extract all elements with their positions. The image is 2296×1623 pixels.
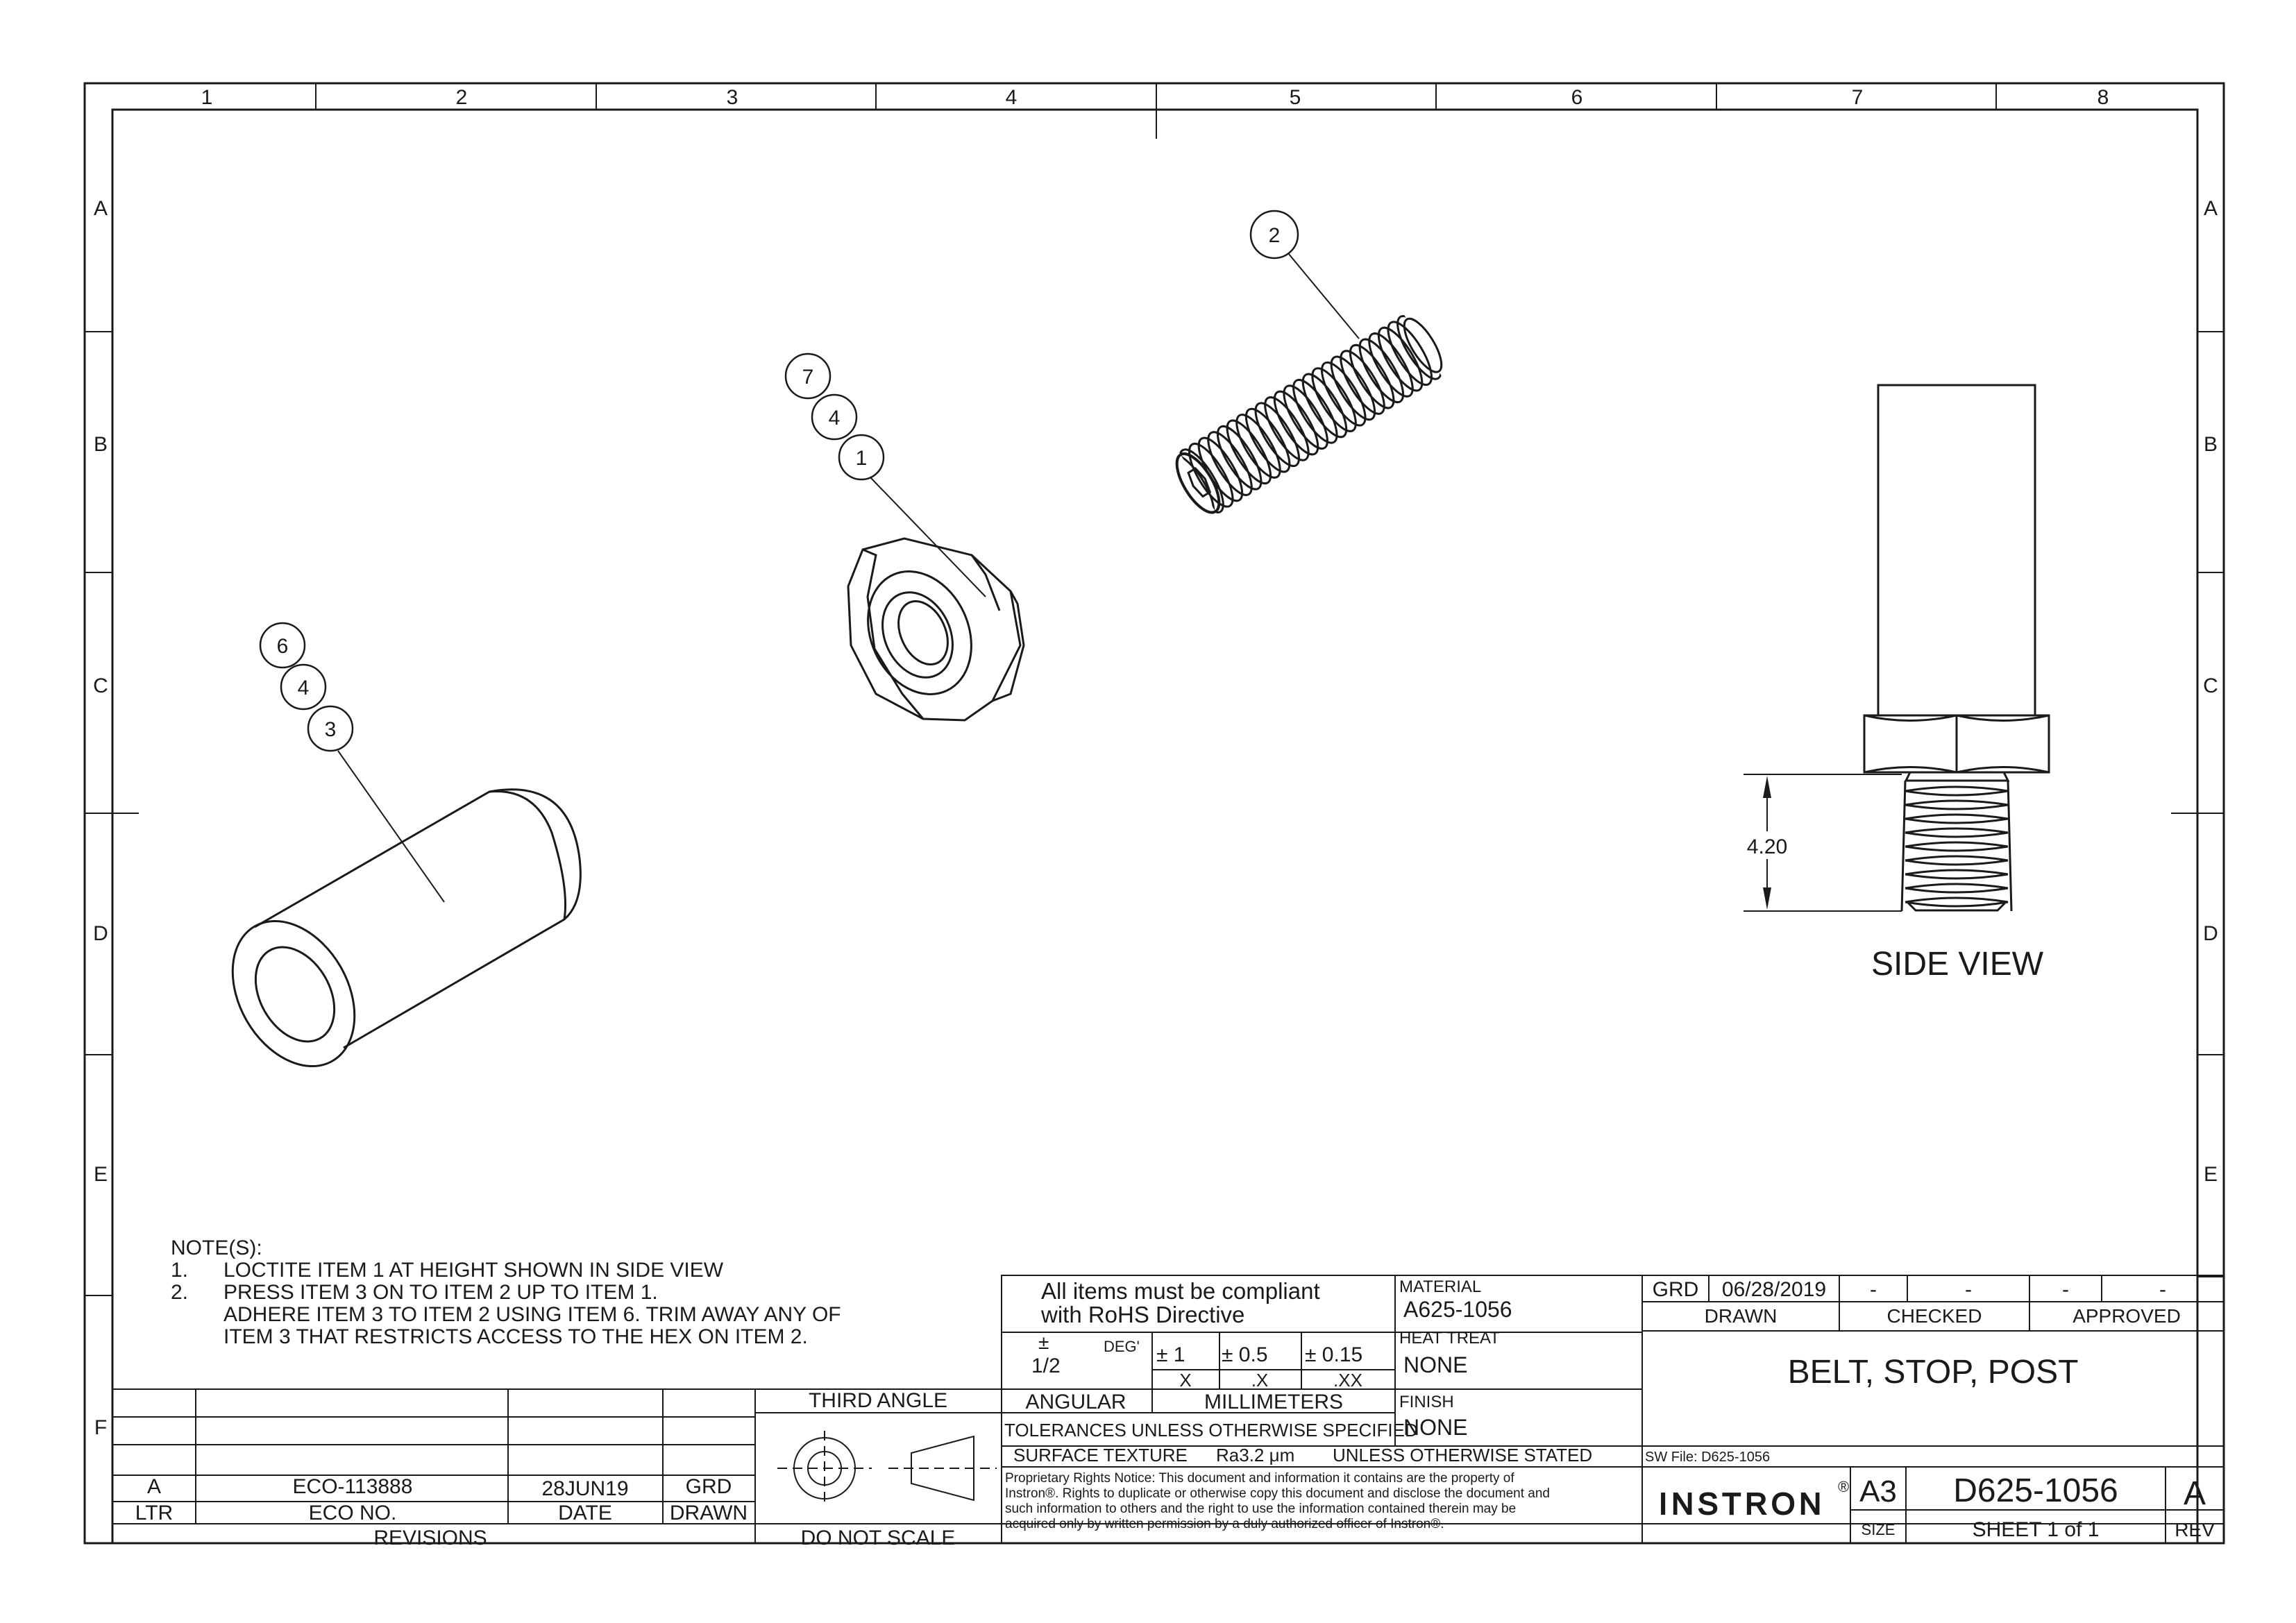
zone-row-e-right: E	[2203, 1163, 2218, 1186]
tolerance-frac: 1/2	[1031, 1354, 1061, 1377]
instron-logo-reg: ®	[1838, 1478, 1850, 1495]
balloon-leaders	[338, 253, 1359, 902]
finish-label: FINISH	[1399, 1393, 1454, 1411]
note-2-line-2: ADHERE ITEM 3 TO ITEM 2 USING ITEM 6. TRIM AWAY ANY OF	[223, 1303, 841, 1326]
side-view-illustration	[1864, 385, 2049, 911]
zone-col-5: 5	[1289, 86, 1301, 109]
projection-bottom: DO NOT SCALE	[800, 1527, 956, 1549]
checked-label: CHECKED	[1886, 1305, 1982, 1327]
tolerance-x3: .XX	[1333, 1370, 1362, 1391]
zone-ticks	[85, 83, 2224, 1295]
zone-col-8: 8	[2097, 86, 2109, 109]
revision-drawn: GRD	[685, 1475, 732, 1498]
zone-row-e-left: E	[93, 1163, 108, 1186]
approved-date: -	[2159, 1278, 2166, 1301]
surface-texture-unless: UNLESS OTHERWISE STATED	[1333, 1445, 1593, 1465]
balloon-item-4b: 4	[297, 677, 310, 699]
zone-row-b-right: B	[2203, 433, 2218, 456]
balloons	[260, 211, 1298, 751]
spacer-illustration	[208, 790, 580, 1088]
compliance-note	[1040, 1278, 1320, 1327]
note-2-number: 2.	[171, 1281, 189, 1304]
finish-value: NONE	[1403, 1415, 1468, 1440]
material-label: MATERIAL	[1399, 1277, 1482, 1296]
revision-value: A	[2183, 1475, 2206, 1512]
sheet-size-label: SIZE	[1861, 1521, 1896, 1538]
checked-by: -	[1870, 1278, 1877, 1301]
balloon-item-6: 6	[276, 635, 289, 658]
tolerance-x1: X	[1179, 1370, 1192, 1391]
revision-eco: ECO-113888	[292, 1475, 413, 1498]
surface-texture-label: SURFACE TEXTURE	[1013, 1445, 1188, 1465]
side-view-dimension-value: 4.20	[1746, 835, 1788, 858]
revision-ltr: A	[146, 1475, 162, 1498]
zone-row-d-right: D	[2203, 922, 2218, 945]
balloon-labels	[277, 224, 1281, 741]
revision-eco-header: ECO NO.	[308, 1502, 397, 1524]
revision-drawn-header: DRAWN	[669, 1502, 748, 1524]
zone-col-4: 4	[1005, 86, 1018, 109]
zone-row-d-left: D	[93, 922, 108, 945]
approved-by: -	[2062, 1278, 2069, 1301]
material-value: A625-1056	[1403, 1297, 1512, 1322]
tolerance-2: ± 0.5	[1222, 1343, 1268, 1366]
drawing-number: D625-1056	[1953, 1472, 2118, 1509]
balloon-item-2: 2	[1268, 224, 1281, 247]
tolerance-1: ± 1	[1156, 1343, 1185, 1366]
zone-column-labels	[201, 86, 2109, 109]
zone-row-a-left: A	[93, 197, 108, 220]
side-view-title: SIDE VIEW	[1871, 946, 2044, 983]
projection-symbol-icon	[777, 1431, 997, 1506]
zone-row-b-left: B	[93, 433, 108, 456]
note-2-line-3: ITEM 3 THAT RESTRICTS ACCESS TO THE HEX ON ITEM 2.	[223, 1325, 808, 1348]
notes-heading: NOTE(S):	[171, 1237, 262, 1259]
zone-col-6: 6	[1571, 86, 1583, 109]
note-1-line-1: LOCTITE ITEM 1 AT HEIGHT SHOWN IN SIDE VIEW	[223, 1259, 724, 1282]
revisions	[135, 1475, 748, 1549]
tolerance-frac-pm: ±	[1038, 1332, 1049, 1353]
notes	[171, 1237, 841, 1348]
zone-row-c-left: C	[93, 674, 108, 697]
compliance-line-2: with RoHS Directive	[1041, 1302, 1245, 1327]
sw-file: SW File: D625-1056	[1645, 1450, 1771, 1465]
proprietary-line-1: Proprietary Rights Notice: This document and information it contains are the property of	[1005, 1471, 1514, 1486]
note-2-line-1: PRESS ITEM 3 ON TO ITEM 2 UP TO ITEM 1.	[223, 1281, 658, 1304]
projection-top: THIRD ANGLE	[808, 1389, 948, 1412]
zone-row-f-left: F	[94, 1416, 108, 1439]
instron-logo	[1659, 1478, 1849, 1521]
zone-col-2: 2	[455, 86, 468, 109]
balloon-item-3: 3	[324, 718, 337, 741]
zone-row-a-right: A	[2203, 197, 2218, 220]
hex-nut-illustration	[848, 538, 1024, 720]
note-1-number: 1.	[171, 1259, 189, 1282]
balloon-item-7: 7	[802, 366, 814, 389]
tolerance-angular: ANGULAR	[1025, 1391, 1126, 1413]
approved-label: APPROVED	[2073, 1305, 2181, 1327]
proprietary-line-3: such information to others and the right to use the information contained therein may be	[1005, 1502, 1517, 1516]
drawn-date: 06/28/2019	[1721, 1278, 1827, 1301]
tolerance-x2: .X	[1251, 1370, 1269, 1391]
tolerance-deg: DEG'	[1104, 1338, 1140, 1355]
set-screw-illustration	[1163, 309, 1451, 524]
revision-date-header: DATE	[558, 1502, 612, 1524]
compliance-line-1: All items must be compliant	[1041, 1278, 1320, 1304]
material-info	[1399, 1277, 1512, 1440]
tolerance-unless: TOLERANCES UNLESS OTHERWISE SPECIFIED	[1004, 1420, 1418, 1441]
zone-col-3: 3	[726, 86, 738, 109]
revision-ltr-header: LTR	[135, 1502, 174, 1524]
tolerance-units: MILLIMETERS	[1204, 1391, 1344, 1413]
sheet-number: SHEET 1 of 1	[1972, 1518, 2100, 1541]
drawn-by: GRD	[1652, 1278, 1699, 1301]
revision-label: REV	[2175, 1519, 2215, 1540]
revisions-title: REVISIONS	[373, 1527, 487, 1549]
heat-treat-label: HEAT TREAT	[1399, 1329, 1500, 1348]
proprietary-notice	[1005, 1471, 1550, 1531]
instron-logo-text: INSTRON	[1659, 1487, 1825, 1521]
drawn-label: DRAWN	[1704, 1305, 1778, 1327]
zone-row-labels	[93, 197, 2218, 1439]
sheet-size-value: A3	[1859, 1475, 1897, 1509]
zone-col-7: 7	[1851, 86, 1864, 109]
proprietary-line-2: Instron®. Rights to duplicate or otherwise copy this document and disclose the document and	[1005, 1486, 1550, 1501]
balloon-item-4: 4	[828, 407, 841, 430]
zone-row-c-right: C	[2203, 674, 2218, 697]
zone-col-1: 1	[201, 86, 213, 109]
checked-date: -	[1965, 1278, 1972, 1301]
heat-treat-value: NONE	[1403, 1352, 1468, 1377]
tolerance-3: ± 0.15	[1305, 1343, 1363, 1366]
balloon-item-1: 1	[855, 447, 868, 470]
proprietary-line-4: acquired only by written permission by a duly authorized officer of Instron®.	[1005, 1517, 1444, 1531]
revision-date: 28JUN19	[541, 1477, 629, 1500]
surface-texture-value: Ra3.2 μm	[1216, 1445, 1295, 1465]
drawing-title: BELT, STOP, POST	[1787, 1354, 2079, 1391]
